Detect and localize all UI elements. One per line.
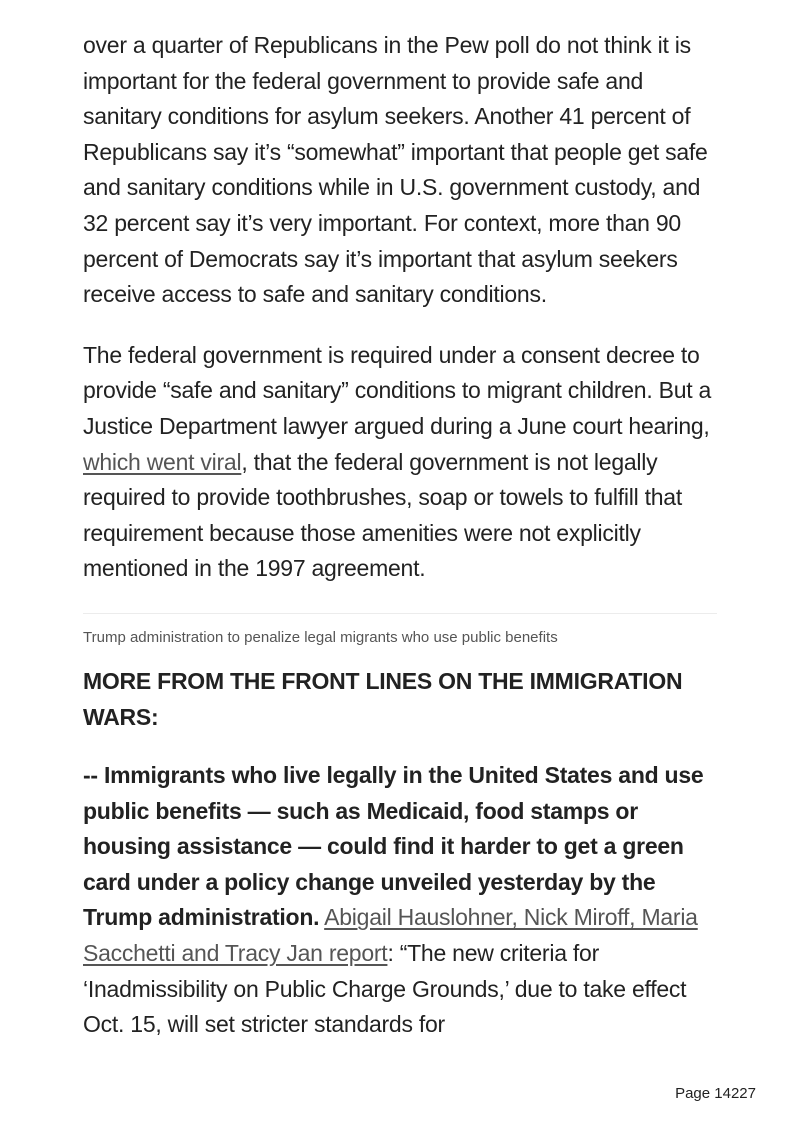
paragraph-text-before-link: The federal government is required under a consent decree to provide “safe and sanitary” conditions to migrant children. But a Justice Department lawyer argued during a June court hearing, — [83, 341, 712, 439]
bold-lead-text: -- Immigrants who live legally in the United States and use public benefits — such as Medicaid, food stamps or housing assistance — could find it harder to get a green card under a policy change unveiled yesterday by the Trump administration. — [83, 762, 704, 931]
related-article-caption[interactable]: Trump administration to penalize legal migrants who use public benefits — [83, 628, 558, 646]
page-number: Page 14227 — [675, 1085, 756, 1102]
article-body — [83, 28, 723, 1043]
paragraph-consent-decree — [83, 338, 723, 587]
section-divider — [83, 613, 717, 614]
paragraph-pew-poll: over a quarter of Republicans in the Pew poll do not think it is important for the federal government to provide safe and sanitary conditions for asylum seekers. Another 41 percent of Republicans say it’s “somewhat” important that people get safe and sanitary conditions while in U.S. government custody, and 32 percent say it’s very important. For context, more than 90 percent of Democrats say it’s important that asylum seekers receive access to safe and sanitary conditions. — [83, 32, 708, 308]
section-heading: MORE FROM THE FRONT LINES ON THE IMMIGRATION WARS: — [83, 667, 683, 730]
paragraph-green-card-policy — [83, 758, 723, 1043]
paragraph-text-after-byline: : “The new criteria for ‘Inadmissibility on Public Charge Grounds,’ due to take effect Oct. 15, will set stricter standards for — [83, 940, 687, 1038]
paragraph-text-after-link: , that the federal government is not legally required to provide toothbrushes, soap or towels to fulfill that requirement because those amenities were not explicitly mentioned in the 1997 agreement. — [83, 448, 682, 582]
reporters-byline-link[interactable]: Abigail Hauslohner, Nick Miroff, Maria Sacchetti and Tracy Jan report — [83, 904, 698, 967]
which-went-viral-link[interactable]: which went viral — [83, 448, 242, 475]
